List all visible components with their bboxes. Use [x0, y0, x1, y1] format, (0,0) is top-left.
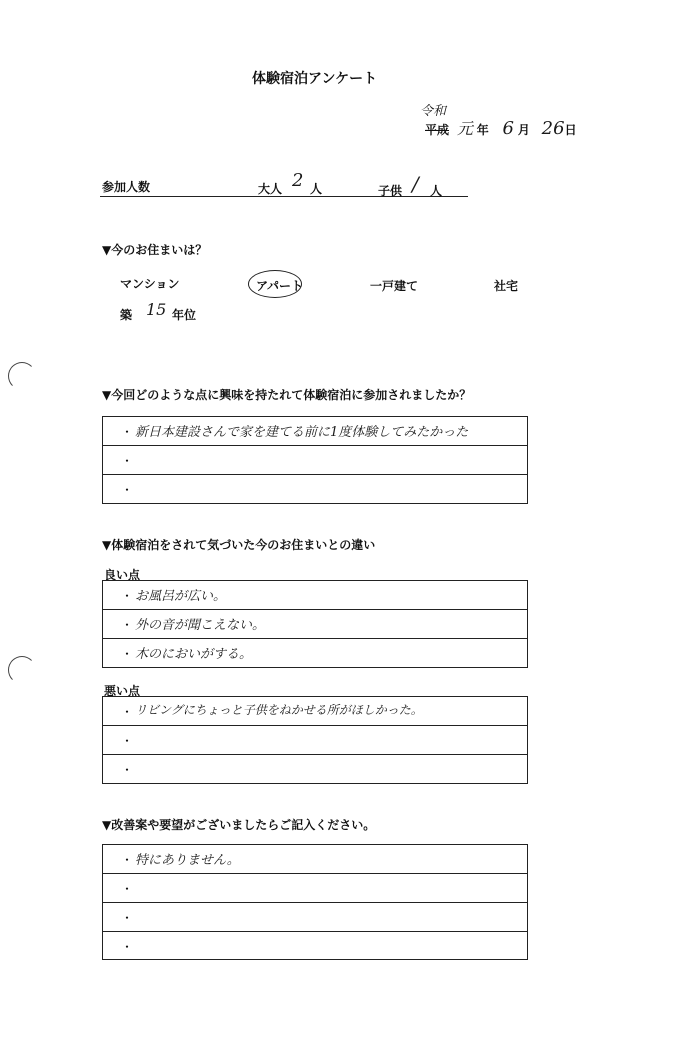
answer-row [103, 755, 527, 784]
children-unit: 人 [430, 184, 443, 198]
adults-label: 大人 [258, 182, 283, 196]
q1-heading: ▼今回どのような点に興味を持たれて体験宿泊に参加されましたか？ [102, 388, 472, 402]
bad-points-box [102, 696, 528, 784]
bullet: ・ [121, 882, 134, 896]
date-year-label: 年 [476, 123, 489, 137]
answer-row [103, 845, 527, 874]
children-value: / [412, 172, 419, 196]
bullet: ・ [121, 647, 134, 661]
bullet: ・ [121, 763, 134, 777]
bullet: ・ [121, 483, 134, 497]
answer-row [103, 581, 527, 610]
date-year: 元 [456, 119, 473, 138]
answer-text: 特にありません。 [135, 853, 240, 868]
participants-label: 参加人数 [102, 180, 151, 194]
q3-heading: ▼改善案や要望がございましたらご記入ください。 [102, 818, 376, 832]
answer-text: 新日本建設さんで家を建てる前に1度体験してみたかった [135, 425, 469, 440]
bad-points-label: 悪い点 [104, 684, 141, 698]
answer-row [103, 903, 527, 932]
answer-row [103, 639, 527, 668]
residence-option-apartment: アパート [256, 279, 304, 293]
bullet: ・ [121, 911, 134, 925]
binder-hole-mark [8, 362, 36, 390]
q1-answer-box [102, 416, 528, 504]
good-points-box [102, 580, 528, 668]
residence-option-house: 一戸建て [370, 279, 419, 293]
building-age-prefix: 築 [120, 308, 133, 322]
bullet: ・ [121, 705, 134, 719]
bullet: ・ [121, 734, 134, 748]
answer-row [103, 446, 527, 475]
answer-text: 木のにおいがする。 [135, 647, 253, 662]
answer-text: 外の音が聞こえない。 [135, 618, 266, 633]
date-era-handwritten: 令和 [420, 104, 447, 119]
children-label: 子供 [378, 184, 403, 198]
answer-row [103, 697, 527, 726]
adults-unit: 人 [310, 182, 323, 196]
good-points-label: 良い点 [104, 568, 141, 582]
date-line [425, 116, 577, 139]
date-day: 26 [541, 118, 565, 139]
date-day-label: 日 [564, 123, 577, 137]
building-age-value: 15 [146, 300, 167, 319]
bullet: ・ [121, 940, 134, 954]
bullet: ・ [121, 454, 134, 468]
residence-heading: ▼今のお住まいは？ [102, 243, 208, 257]
building-age-suffix: 年位 [172, 308, 197, 322]
adults-value: 2 [292, 170, 304, 191]
answer-row [103, 726, 527, 755]
bullet: ・ [121, 425, 134, 439]
date-month: 6 [502, 118, 514, 139]
answer-text: リビングにちょっと子供をねかせる所がほしかった。 [135, 703, 423, 717]
binder-hole-mark [8, 656, 36, 684]
answer-row [103, 874, 527, 903]
bullet: ・ [121, 853, 134, 867]
answer-row [103, 932, 527, 961]
bullet: ・ [121, 589, 134, 603]
page-title: 体験宿泊アンケート [252, 71, 378, 87]
residence-option-company-housing: 社宅 [494, 279, 519, 293]
q2-heading: ▼体験宿泊をされて気づいた今のお住まいとの違い [102, 538, 376, 552]
date-era-printed: 平成 [425, 123, 450, 137]
residence-option-mansion: マンション [120, 277, 180, 291]
answer-row [103, 610, 527, 639]
answer-row [103, 417, 527, 446]
answer-text: お風呂が広い。 [135, 589, 227, 604]
q3-answer-box [102, 844, 528, 960]
bullet: ・ [121, 618, 134, 632]
date-month-label: 月 [517, 123, 530, 137]
selected-circle-mark [248, 270, 302, 298]
answer-row [103, 475, 527, 504]
